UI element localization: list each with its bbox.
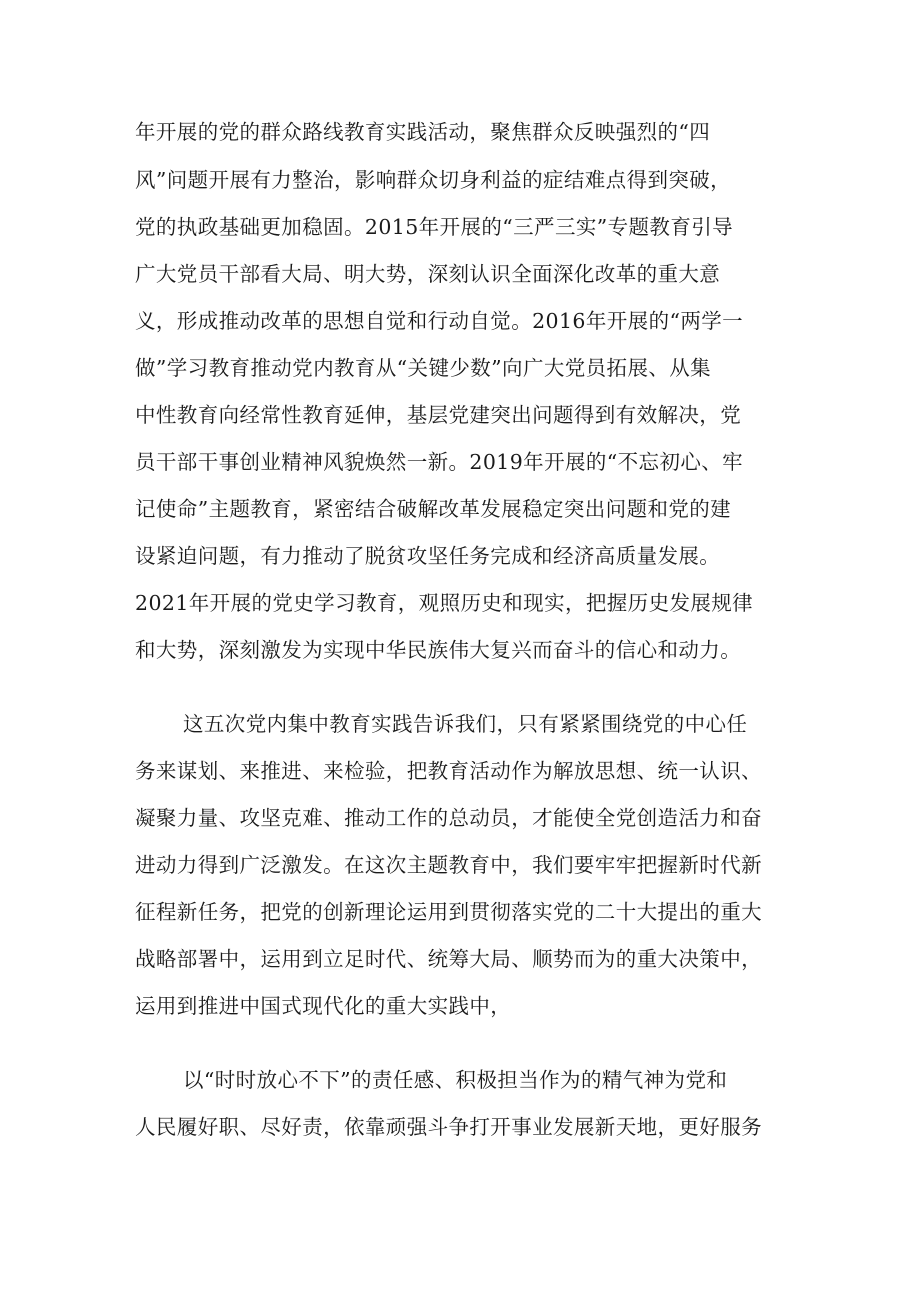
- text-line: 以“时时放心不下”的责任感、积极担当作为的精气神为党和: [183, 1068, 728, 1092]
- text-line: 2021年开展的党史学习教育，观照历史和现实，把握历史发展规律: [135, 591, 754, 615]
- text-line: 务来谋划、来推进、来检验，把教育活动作为解放思想、统一认识、: [135, 759, 762, 783]
- text-line: 党的执政基础更加稳固。2015年开展的“三严三实”专题教育引导: [135, 215, 734, 239]
- text-line: 记使命”主题教育，紧密结合破解改革发展稳定突出问题和党的建: [135, 497, 732, 521]
- text-line: 战略部署中，运用到立足时代、统筹大局、顺势而为的重大决策中，: [135, 947, 762, 971]
- text-line: 设紧迫问题，有力推动了脱贫攻坚任务完成和经济高质量发展。: [135, 544, 721, 568]
- text-line: 年开展的党的群众路线教育实践活动，聚焦群众反映强烈的“四: [135, 120, 711, 144]
- text-line: 征程新任务，把党的创新理论运用到贯彻落实党的二十大提出的重大: [135, 900, 762, 924]
- text-line: 这五次党内集中教育实践告诉我们，只有紧紧围绕党的中心任: [183, 712, 748, 736]
- text-line: 广大党员干部看大局、明大势，深刻认识全面深化改革的重大意: [135, 262, 721, 286]
- text-line: 中性教育向经常性教育延伸，基层党建突出问题得到有效解决，党: [135, 403, 742, 427]
- text-line: 义，形成推动改革的思想自觉和行动自觉。2016年开展的“两学一: [135, 309, 744, 333]
- text-line: 凝聚力量、攻坚克难、推动工作的总动员，才能使全党创造活力和奋: [135, 806, 762, 830]
- text-line: 运用到推进中国式现代化的重大实践中，: [135, 994, 512, 1018]
- text-line: 员干部干事创业精神风貌焕然一新。2019年开展的“不忘初心、牢: [135, 450, 744, 474]
- text-line: 风”问题开展有力整治，影响群众切身利益的症结难点得到突破，: [135, 168, 732, 192]
- text-line: 人民履好职、尽好责，依靠顽强斗争打开事业发展新天地，更好服务: [135, 1115, 762, 1139]
- text-line: 做”学习教育推动党内教育从“关键少数”向广大党员拓展、从集: [135, 356, 712, 380]
- text-line: 和大势，深刻激发为实现中华民族伟大复兴而奋斗的信心和动力。: [135, 638, 742, 662]
- text-line: 进动力得到广泛激发。在这次主题教育中，我们要牢牢把握新时代新: [135, 853, 762, 877]
